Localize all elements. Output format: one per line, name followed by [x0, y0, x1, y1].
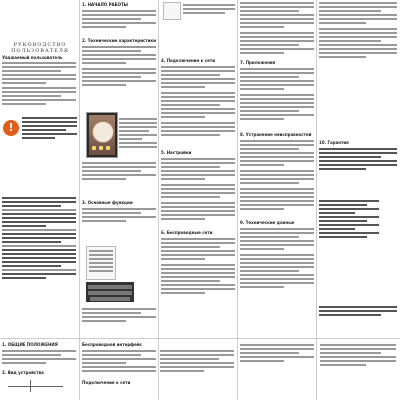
warning-text [22, 117, 77, 141]
section-heading: 1. ОБЩИЕ ПОЛОЖЕНИЯ [2, 342, 58, 347]
text-block [240, 2, 314, 56]
text-block [2, 197, 76, 281]
warning-icon: ! [3, 120, 19, 136]
column2-top [80, 0, 158, 110]
section-heading: 7. Приложения [240, 60, 276, 65]
device-diagram [8, 386, 63, 387]
section-heading: 6. Беспроводные сети [161, 230, 213, 235]
clock-widget-icon [92, 121, 114, 143]
bottom-left [0, 340, 79, 400]
row-divider [0, 338, 400, 339]
app-icon [106, 146, 110, 150]
text-block [319, 148, 397, 172]
device-screen-image [86, 112, 118, 158]
cover-panel [0, 0, 79, 200]
section-heading: 8. Устранение неисправностей [240, 132, 312, 137]
text-block [82, 350, 156, 374]
column3-top [159, 0, 237, 338]
text-block [82, 208, 156, 224]
contact-card-image [163, 2, 181, 20]
bottom-right [238, 340, 400, 400]
text-block [82, 46, 156, 88]
section-heading: 3. Основные функции [82, 200, 133, 205]
text-block [319, 2, 397, 60]
section-heading: 10. Гарантия [319, 140, 349, 145]
section-heading: 9. Технические данные [240, 220, 295, 225]
text-block [240, 228, 314, 290]
text-block [161, 238, 235, 296]
section-heading: Беспроводной интерфейс [82, 342, 143, 347]
text-block [82, 10, 156, 30]
manual-title: РУКОВОДСТВО ПОЛЬЗОВАТЕЛЯ [11, 42, 69, 54]
text-block [82, 162, 156, 182]
image-caption [119, 118, 157, 150]
text-block [2, 350, 76, 366]
section-heading: 4. Подключение к сети [161, 58, 215, 63]
section-heading: 5. Настройки [161, 150, 192, 155]
text-block [240, 344, 314, 364]
section-heading: 2. Вид устройства [2, 370, 44, 375]
section-heading: Подключение к сети [82, 380, 131, 385]
text-block [161, 158, 235, 222]
spec-list [319, 200, 379, 240]
bottom-mid [80, 340, 237, 400]
footnote-text [319, 306, 397, 318]
text-block [82, 308, 156, 324]
text-block [160, 350, 234, 374]
intro-text [2, 62, 76, 107]
section-heading: 1. НАЧАЛО РАБОТЫ [82, 2, 128, 7]
device-diagram [30, 380, 31, 392]
column1-lower [0, 195, 79, 335]
text-block [240, 68, 314, 122]
column5 [317, 0, 400, 338]
settings-menu-image [86, 246, 116, 280]
text-block [240, 140, 314, 212]
app-icon [99, 146, 103, 150]
intro-heading: Уважаемый пользователь [2, 55, 63, 60]
text-block [320, 344, 396, 368]
column4 [238, 0, 316, 338]
text-block [183, 4, 235, 16]
text-block [161, 66, 235, 138]
keyboard-image [86, 282, 134, 302]
app-icon [92, 146, 96, 150]
section-heading: 2. Технические характеристики [82, 38, 156, 43]
